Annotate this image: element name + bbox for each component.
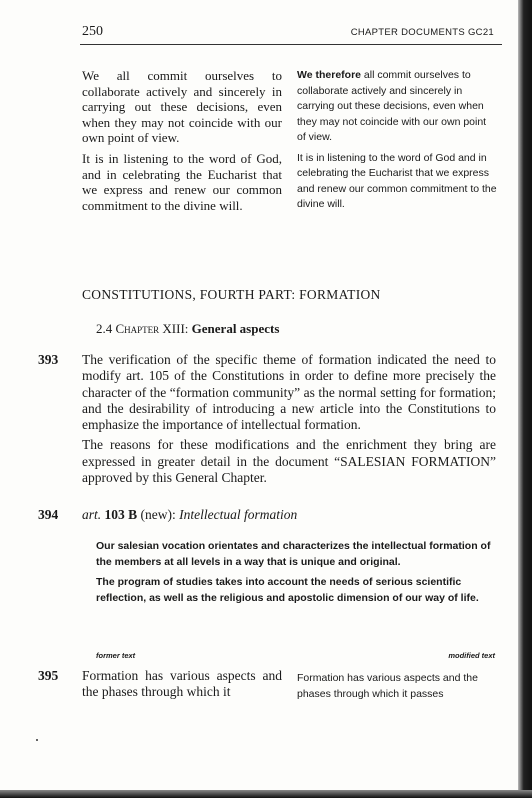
page-number: 250: [82, 24, 103, 39]
chapter-heading: [96, 321, 279, 337]
modified-paragraph: We therefore all commit ourselves to collaborate actively and sincerely in carrying out these decisions, even when they may not coincide with our own point of view.: [297, 69, 487, 143]
bold-insertion: We therefore: [297, 69, 361, 81]
modified-text-395: Formation has various aspects and the phases through which it passes: [297, 672, 478, 700]
running-head: CHAPTER DOCUMENTS GC21: [350, 27, 494, 38]
article-text: [96, 539, 496, 611]
page-bottom-edge: [0, 790, 532, 798]
art-title: Intellectual formation: [179, 507, 298, 522]
chapter-number: 2.4: [96, 321, 113, 336]
modified-paragraph: It is in listening to the word of God and in celebrating the Eucharist that we express and renew our common commitment to the divine will.: [297, 151, 497, 210]
page-right-edge: [518, 0, 532, 798]
former-text-label: former text: [96, 651, 136, 660]
chapter-title: General aspects: [191, 321, 280, 336]
marginal-number-393: 393: [38, 352, 59, 367]
modified-text-label: modified text: [448, 651, 495, 660]
chapter-word: Chapter XIII:: [115, 321, 189, 336]
marginal-number-395: 395: [38, 668, 59, 683]
article-paragraph: Our salesian vocation orientates and characterizes the intellectual formation of the members at all levels in a way that is unique and original.: [96, 540, 491, 568]
former-paragraph: We all commit ourselves to collaborate actively and sincerely in carrying out these decisions, even when they may not coincide with our own point of view.: [82, 68, 282, 146]
former-text-395: Formation has various aspects and the phases through which it: [82, 668, 282, 699]
art-prefix: art.: [82, 507, 102, 522]
header-rule: [80, 44, 502, 45]
body-paragraph: The verification of the specific theme of formation indicated the need to modify art. 105 of the Constitutions in order to define more precisely the character of the “formation community” as the normal setting for formation; and the desirability of introducing a new article into the Constitutions to emphasize the importance of intellectual formation.: [82, 352, 496, 433]
former-text-column-top: [82, 68, 282, 218]
marginal-number-394: 394: [38, 507, 59, 522]
former-paragraph: It is in listening to the word of God, and in celebrating the Eucharist that we express and renew our common commitment to the divine will.: [82, 150, 282, 213]
article-heading: [82, 507, 297, 523]
body-paragraph: The reasons for these modifications and the enrichment they bring are expressed in greater detail in the document “SALESIAN FORMATION” approved by this General Chapter.: [82, 437, 496, 486]
section-heading: CONSTITUTIONS, FOURTH PART: FORMATION: [82, 287, 381, 302]
margin-mark: [36, 739, 38, 741]
paragraph-block-393: [82, 352, 496, 490]
art-number: 103 B: [104, 507, 138, 522]
art-new: (new):: [140, 507, 176, 522]
modified-text-column-top: [297, 68, 497, 218]
article-paragraph: The program of studies takes into account the needs of serious scientific reflection, as well as the religious and apostolic dimension of our way of life.: [96, 576, 479, 604]
